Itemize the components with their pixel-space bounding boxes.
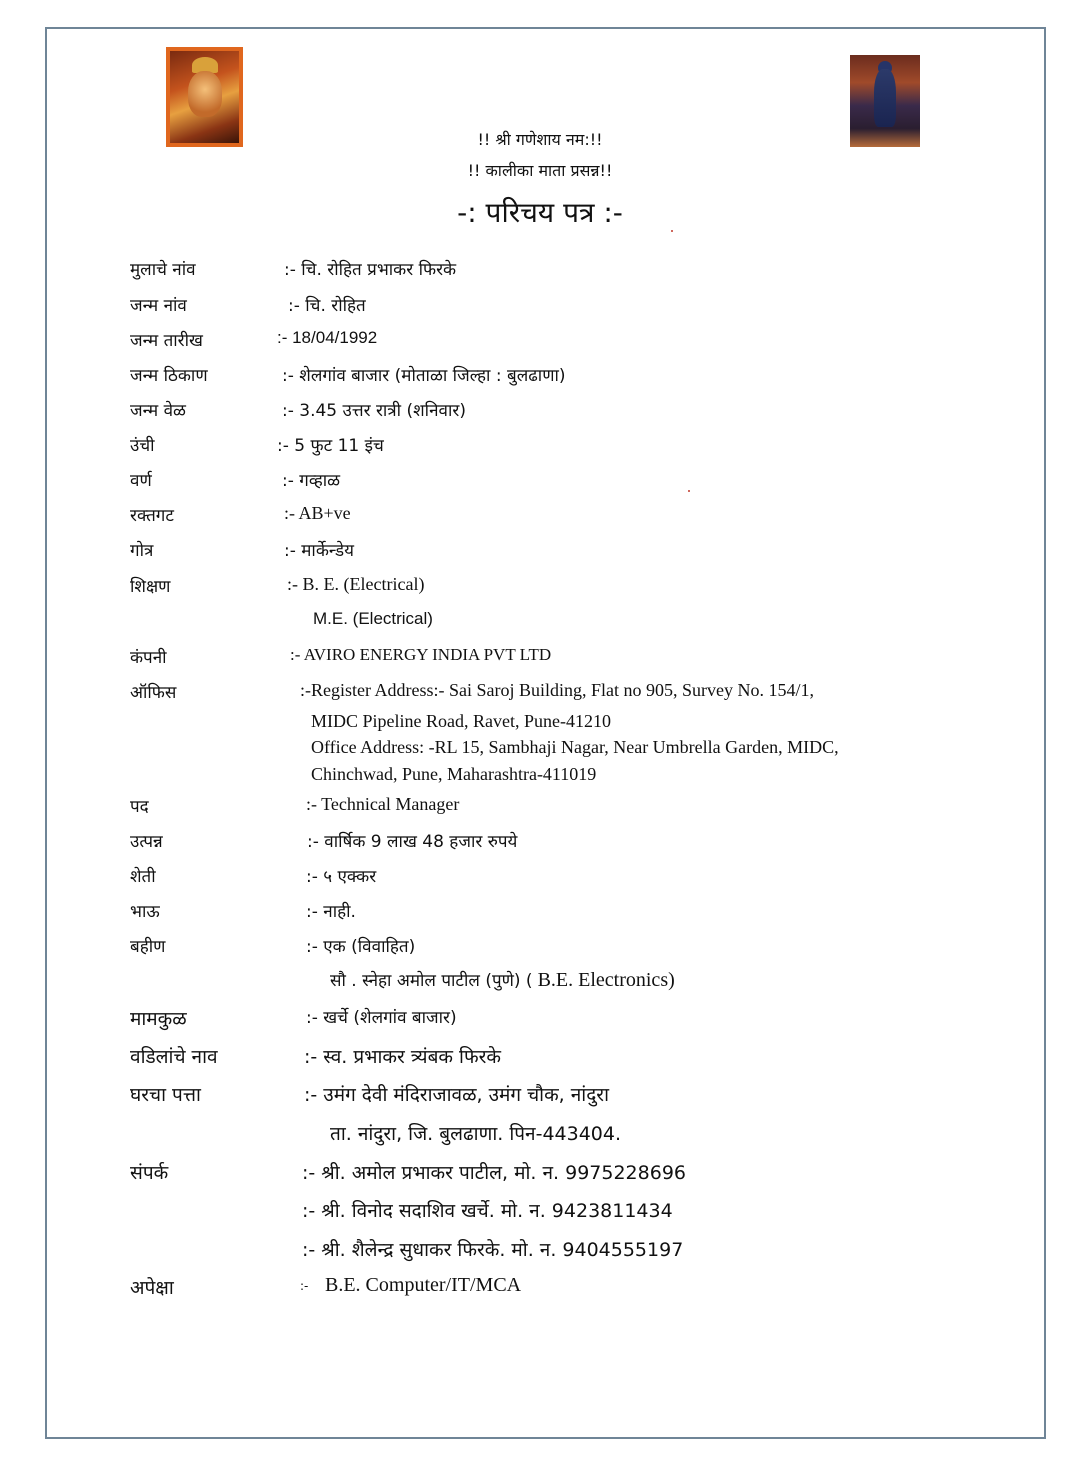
label-birth-date: जन्म तारीख (130, 331, 203, 351)
value-father: :- स्व. प्रभाकर त्र्यंबक फिरके (304, 1046, 501, 1068)
value-office-4: Chinchwad, Pune, Maharashtra-411019 (311, 764, 597, 784)
invocation-kalika: !! कालीका माता प्रसन्न!! (467, 161, 613, 180)
value-sister-2 (330, 968, 675, 992)
value-contact-1: :- श्री. अमोल प्रभाकर पाटील, मो. न. 9975228696 (302, 1162, 687, 1184)
label-height: उंची (130, 436, 155, 456)
value-complexion: :- गव्हाळ (282, 471, 341, 491)
label-company: कंपनी (130, 648, 167, 668)
label-contact: संपर्क (130, 1162, 169, 1184)
value-birth-name: :- चि. रोहित (288, 296, 366, 316)
value-blood-group: :- AB+ve (284, 503, 351, 523)
value-birth-time: :- 3.45 उत्तर रात्री (शनिवार) (282, 401, 466, 421)
stray-dot (688, 490, 690, 492)
label-name: मुलाचे नांव (130, 260, 196, 280)
value-contact-2: :- श्री. विनोद सदाशिव खर्चे. मो. न. 9423811434 (302, 1200, 673, 1222)
label-complexion: वर्ण (130, 471, 152, 491)
value-birth-place: :- शेलगांव बाजार (मोताळा जिल्हा : बुलढाणा) (282, 366, 566, 386)
label-sister: बहीण (130, 937, 166, 957)
page-title: -: परिचय पत्र :- (457, 196, 623, 229)
value-name: :- चि. रोहित प्रभाकर फिरके (284, 260, 457, 280)
value-sister: :- एक (विवाहित) (306, 937, 416, 957)
value-brother: :- नाही. (306, 902, 356, 922)
value-education: :- B. E. (Electrical) (287, 574, 425, 594)
value-address: :- उमंग देवी मंदिराजावळ, उमंग चौक, नांदुरा (304, 1084, 610, 1106)
value-sister-2-mr: सौ . स्नेहा अमोल पाटील (पुणे) ( (330, 971, 533, 991)
label-birth-time: जन्म वेळ (130, 401, 186, 421)
value-office-3: Office Address: -RL 15, Sambhaji Nagar, Near Umbrella Garden, MIDC, (311, 737, 839, 757)
page-border (45, 27, 1046, 1439)
value-office-2: MIDC Pipeline Road, Ravet, Pune-41210 (311, 711, 611, 731)
label-birth-place: जन्म ठिकाण (130, 366, 208, 386)
stray-dot (671, 230, 673, 232)
label-birth-name: जन्म नांव (130, 296, 187, 316)
value-office-1: :-Register Address:- Sai Saroj Building, Flat no 905, Survey No. 154/1, (300, 680, 814, 700)
value-education-2: M.E. (Electrical) (313, 609, 433, 628)
value-expectation: B.E. Computer/IT/MCA (325, 1274, 522, 1296)
invocation-ganesh: !! श्री गणेशाय नम:!! (477, 130, 603, 149)
label-maternal: मामकुळ (130, 1008, 187, 1030)
label-education: शिक्षण (130, 577, 171, 597)
label-office: ऑफिस (130, 683, 177, 703)
label-income: उत्पन्न (130, 832, 163, 852)
value-height: :- 5 फुट 11 इंच (277, 436, 384, 456)
value-sister-2-en: B.E. Electronics) (532, 969, 675, 991)
label-address: घरचा पत्ता (130, 1084, 201, 1106)
label-farming: शेती (130, 867, 156, 887)
label-expectation: अपेक्षा (130, 1277, 174, 1299)
value-contact-3: :- श्री. शैलेन्द्र सुधाकर फिरके. मो. न. 9404555197 (302, 1239, 684, 1261)
value-income: :- वार्षिक 9 लाख 48 हजार रुपये (307, 832, 518, 852)
label-blood-group: रक्तगट (130, 506, 174, 526)
value-address-2: ता. नांदुरा, जि. बुलढाणा. पिन-443404. (330, 1123, 622, 1145)
label-brother: भाऊ (130, 902, 160, 922)
label-father: वडिलांचे नाव (130, 1046, 218, 1068)
value-post: :- Technical Manager (306, 794, 460, 814)
value-birth-date: :- 18/04/1992 (277, 328, 378, 347)
label-post: पद (130, 797, 149, 817)
value-company: :- AVIRO ENERGY INDIA PVT LTD (290, 645, 552, 664)
label-gotra: गोत्र (130, 541, 154, 561)
value-farming: :- ५ एक्कर (306, 867, 377, 887)
value-maternal: :- खर्चे (शेलगांव बाजार) (306, 1008, 457, 1028)
value-gotra: :- मार्केन्डेय (284, 541, 354, 561)
value-expectation-colon: :- (300, 1279, 309, 1293)
